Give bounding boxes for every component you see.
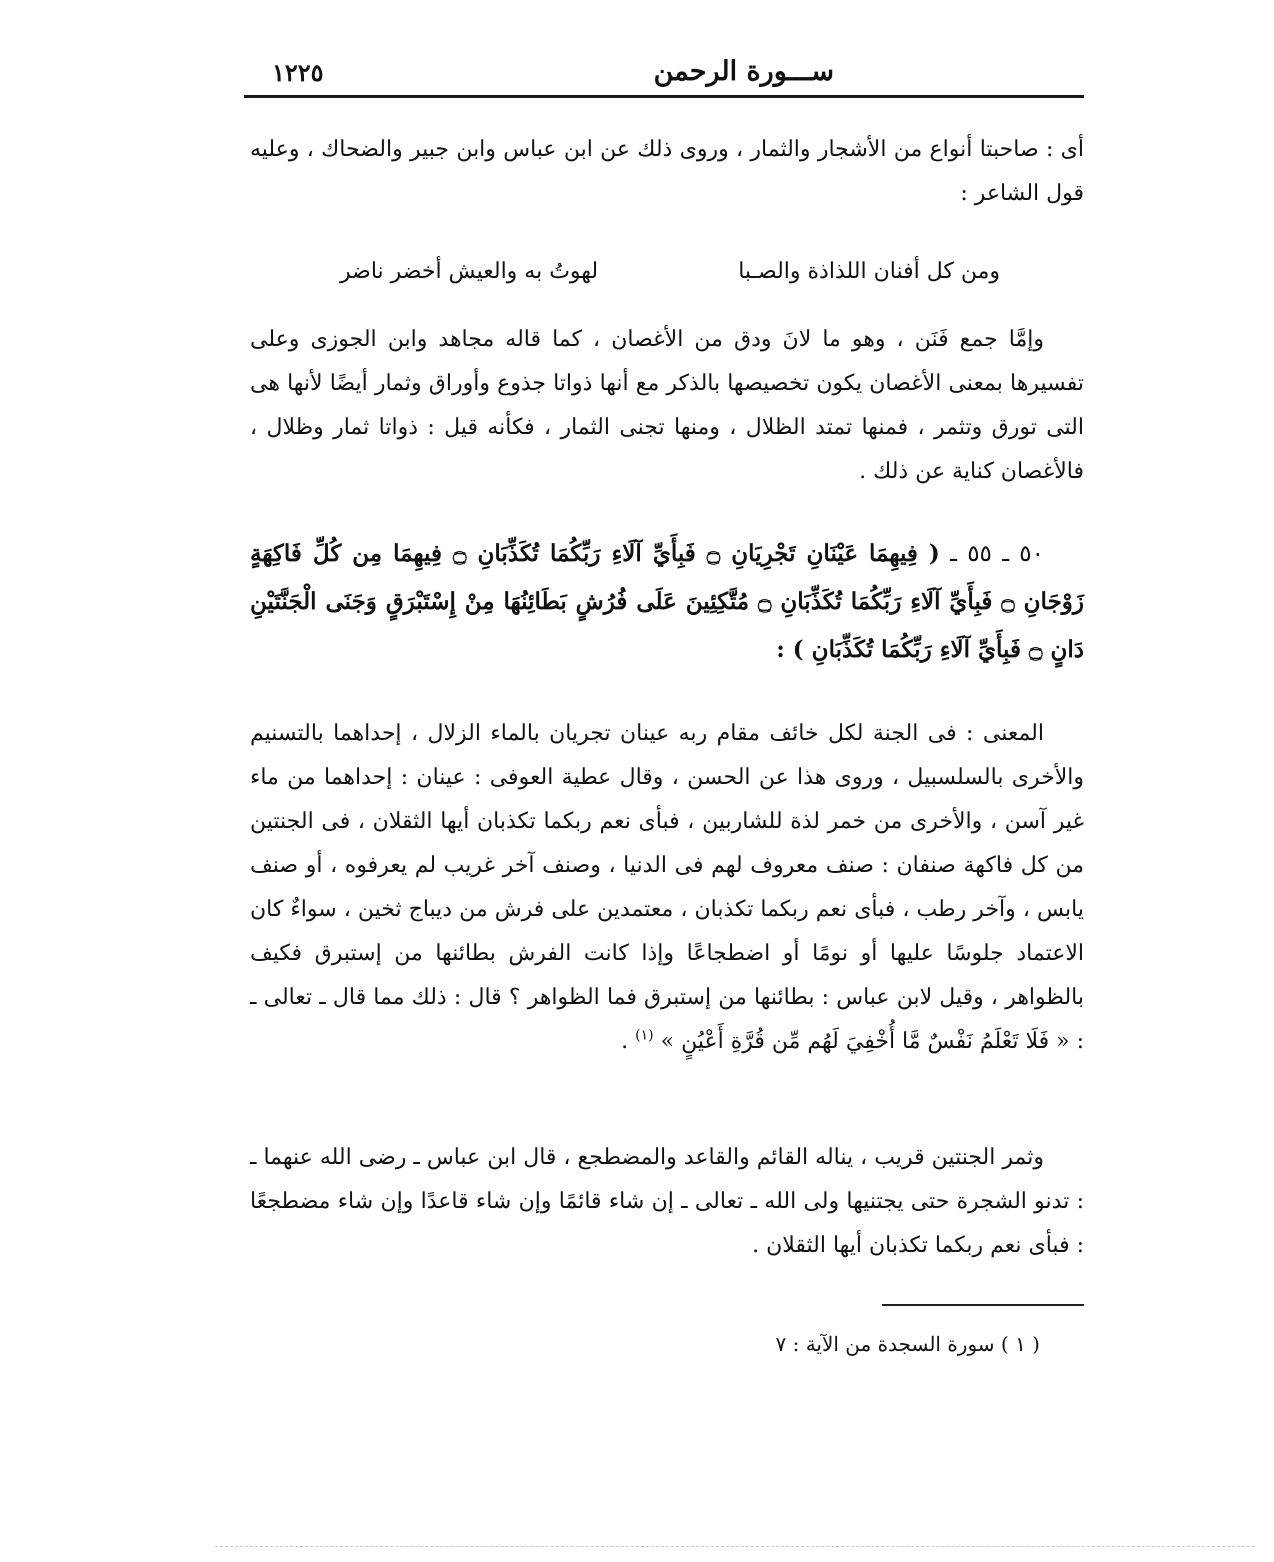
page-header [244, 52, 1084, 92]
fruit-paragraph [250, 1136, 1084, 1268]
intro-paragraph [250, 128, 1084, 216]
poem-second-hemistich: لهوتُ به والعيش أخضر ناضر [340, 259, 599, 284]
footnote-reference: (١) [635, 1027, 654, 1044]
page-bottom-edge [215, 1546, 1255, 1547]
quran-verses-block [250, 530, 1084, 674]
meaning-text: المعنى : فى الجنة لكل خائف مقام ربه عينان تجريان بالماء الزلال ، إحداهما بالتسنيم والأخرى بالسلسبيل ، وروى هذا عن الحسن ، وقال عطية العوفى : عينان : إحداهما من ماء غير آسن ، والأخرى من خمر لذة للشاربين ، فبأى نعم ربكما تكذبان أيها الثقلان ، فى الجنتين من كل فاكهة صنفان : صنف معروف لهم فى الدنيا ، وصنف آخر غريب لم يعرفوه ، أو صنف يابس ، وآخر رطب ، فبأى نعم ربكما تكذبان ، معتمدين على فرش من ديباج ثخين ، سواءٌ كان الاعتماد جلوسًا عليها أو نومًا أو اضطجاعًا وإذا كانت الفرش بطائنها من إستبرق فكيف بالظواهر ، وقيل لابن عباس : بطائنها من إستبرق فما الظواهر ؟ قال : ذلك مما قال ـ تعالى ـ : [250, 721, 1084, 1054]
afnan-text: وإمَّا جمع فَنَن ، وهو ما لانَ ودق من الأغصان ، كما قاله مجاهد وابن الجوزى وعلى تفسيرها بمعنى الأغصان يكون تخصيصها بالذكر مع أنها ذواتا جذوع وأوراق وثمار أيضًا لأنها هى التى تورق وتثمر ، فمنها تمتد الظلال ، ومنها تجنى الثمار ، فكأنه قيل : ذواتا ثمار وظلال ، فالأغصان كناية عن ذلك . [250, 327, 1084, 484]
poem-first-hemistich: ومن كل أفنان اللذاذة والصـبا [738, 259, 1000, 284]
afnan-paragraph [250, 318, 1084, 494]
intro-text: أى : صاحبتا أنواع من الأشجار والثمار ، وروى ذلك عن ابن عباس وابن جبير والضحاك ، وعليه قول الشاعر : [250, 137, 1084, 206]
verse-text: ( فِيهِمَا عَيْنَانِ تَجْرِيَانِ ۝ فَبِأَيِّ آلَاءِ رَبِّكُمَا تُكَذِّبَانِ ۝ فِيهِمَا مِن كُلِّ فَاكِهَةٍ زَوْجَانِ ۝ فَبِأَيِّ آلَاءِ رَبِّكُمَا تُكَذِّبَانِ ۝ مُتَّكِئِينَ عَلَى فُرُشٍ بَطَائِنُهَا مِنْ إِسْتَبْرَقٍ وَجَنَى الْجَنَّتَيْنِ دَانٍ ۝ فَبِأَيِّ آلَاءِ رَبِّكُمَا تُكَذِّبَانِ ) : [250, 540, 1085, 663]
fruit-text: وثمر الجنتين قريب ، يناله القائم والقاعد والمضطجع ، قال ابن عباس ـ رضى الله عنهما ـ : تدنو الشجرة حتى يجتنيها ولى الله ـ تعالى ـ إن شاء قائمًا وإن شاء قاعدًا وإن شاء مضطجعًا : فبأى نعم ربكما تكذبان أيها الثقلان . [250, 1145, 1084, 1258]
poem-verse [340, 253, 1000, 293]
quran-verses [250, 530, 1084, 674]
footnote-divider [882, 1304, 1084, 1306]
footnote: ( ١ ) سورة السجدة من الآية : ٧ [775, 1332, 1040, 1356]
header-divider [244, 95, 1084, 98]
surah-title: ســـورة الرحمن [653, 56, 834, 87]
meaning-content: المعنى : فى الجنة لكل خائف مقام ربه عينان تجريان بالماء الزلال ، إحداهما بالتسنيم والأخرى بالسلسبيل ، وروى هذا عن الحسن ، وقال عطية العوفى : عينان : إحداهما من ماء غير آسن ، والأخرى من خمر لذة للشاربين ، فبأى نعم ربكما تكذبان أيها الثقلان ، فى الجنتين من كل فاكهة صنفان : صنف معروف لهم فى الدنيا ، وصنف آخر غريب لم يعرفوه ، أو صنف يابس ، وآخر رطب ، فبأى نعم ربكما تكذبان ، معتمدين على فرش من ديباج ثخين ، سواءٌ كان الاعتماد جلوسًا عليها أو نومًا أو اضطجاعًا وإذا كانت الفرش بطائنها من إستبرق فكيف بالظواهر ، وقيل لابن عباس : بطائنها من إستبرق فما الظواهر ؟ قال : ذلك مما قال ـ تعالى ـ : « فَلَا تَعْلَمُ نَفْسٌ مَّا أُخْفِيَ لَهُم مِّن قُرَّةِ أَعْيُنٍ » $^{(١)}$ . [250, 721, 1084, 1054]
meaning-paragraph [250, 712, 1084, 1064]
page-number: ١٢٢٥ [272, 58, 324, 87]
meaning-quote: « فَلَا تَعْلَمُ نَفْسٌ مَّا أُخْفِيَ لَهُم مِّن قُرَّةِ أَعْيُنٍ » [660, 1029, 1070, 1054]
verse-number: ٥٠ ـ ٥٥ ـ [950, 541, 1045, 567]
